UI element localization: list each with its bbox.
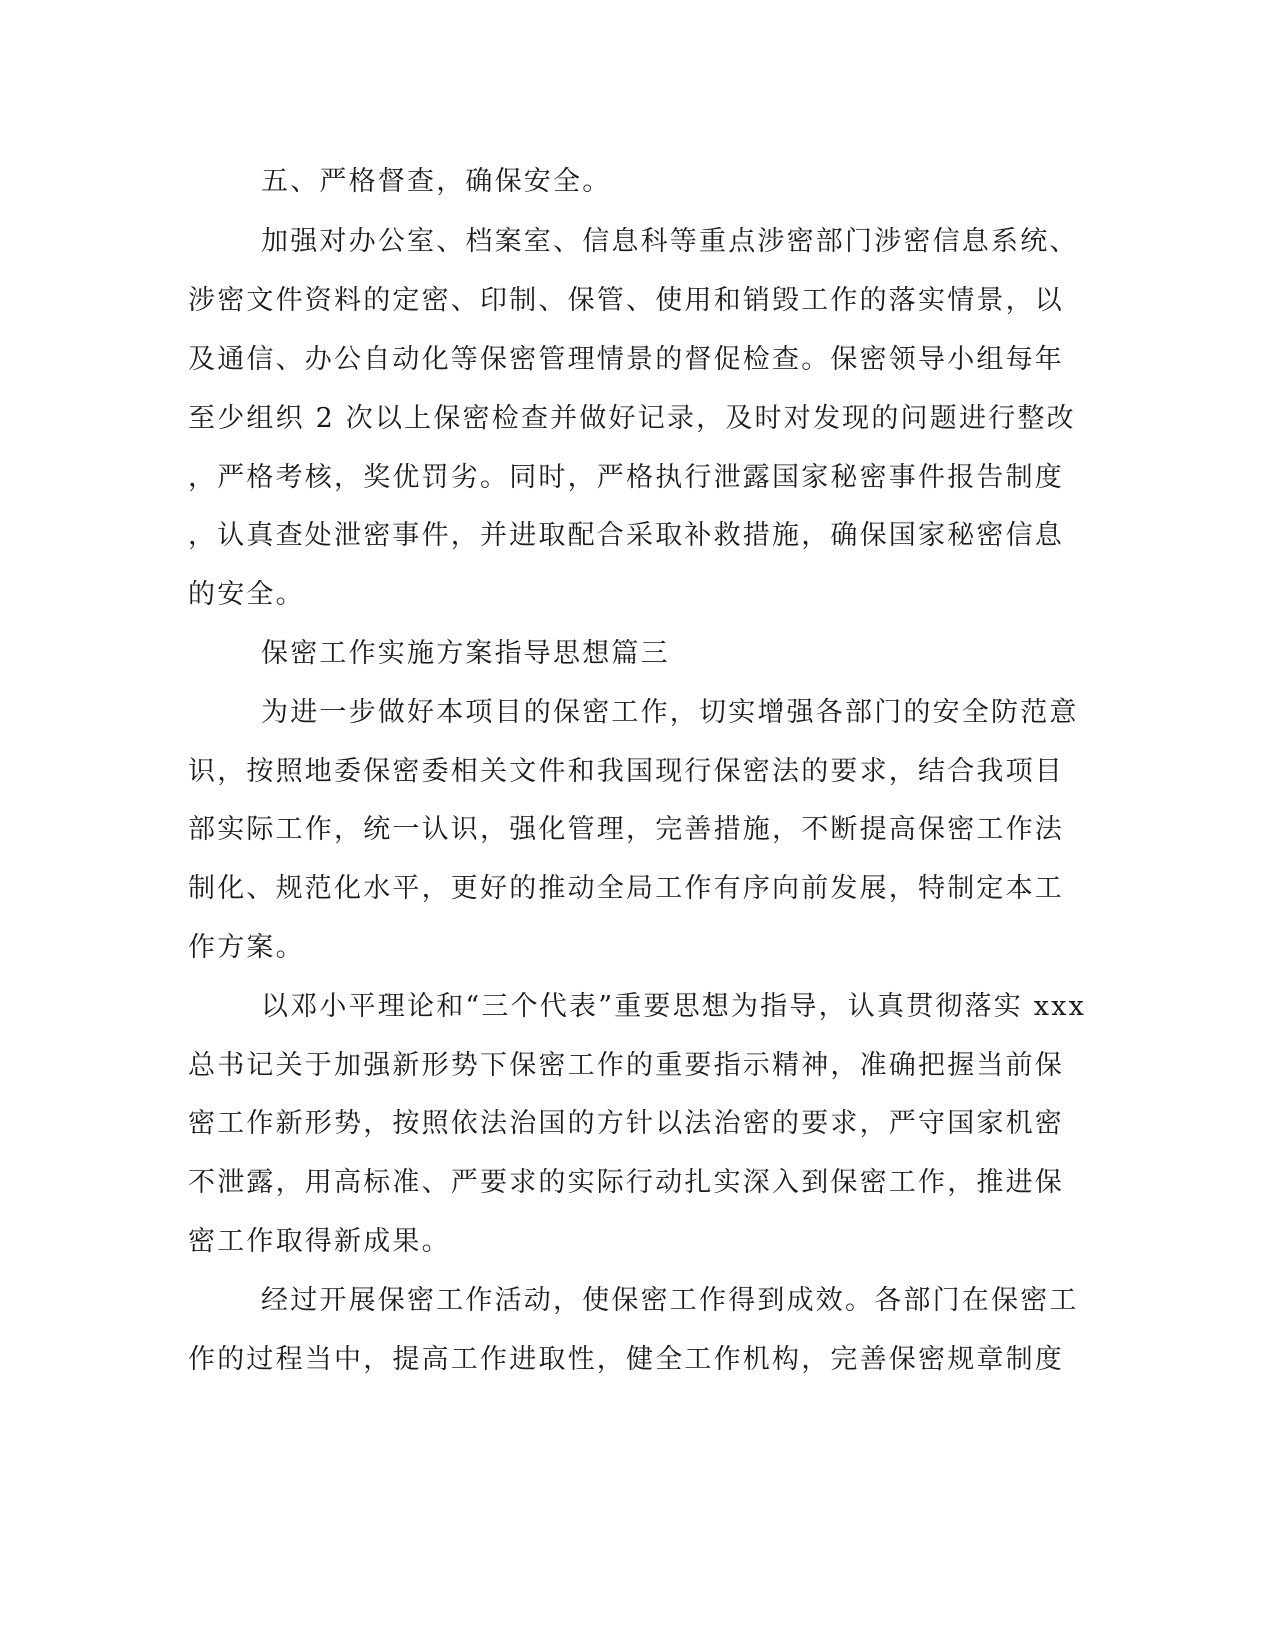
text-line: 加强对办公室、档案室、信息科等重点涉密部门涉密信息系统、 bbox=[261, 226, 1079, 257]
text-line: 不泄露，用高标准、严要求的实际行动扎实深入到保密工作，推进保 bbox=[188, 1167, 1064, 1198]
section-title: 保密工作实施方案指导思想篇三 bbox=[261, 638, 670, 669]
text-line: 及通信、办公自动化等保密管理情景的督促检查。保密领导小组每年 bbox=[188, 344, 1064, 375]
text-line: 总书记关于加强新形势下保密工作的重要指示精神，准确把握当前保 bbox=[188, 1050, 1064, 1081]
text-line: 部实际工作，统一认识，强化管理，完善措施，不断提高保密工作法 bbox=[188, 814, 1064, 845]
text-line: 以邓小平理论和“三个代表”重要思想为指导，认真贯彻落实 xxx bbox=[261, 991, 1087, 1022]
text-line: 密工作取得新成果。 bbox=[188, 1226, 451, 1257]
text-line: 制化、规范化水平，更好的推动全局工作有序向前发展，特制定本工 bbox=[188, 873, 1064, 904]
text-line: 为进一步做好本项目的保密工作，切实增强各部门的安全防范意 bbox=[261, 697, 1079, 728]
text-line: 密工作新形势，按照依法治国的方针以法治密的要求，严守国家机密 bbox=[188, 1108, 1064, 1139]
text-line: 经过开展保密工作活动，使保密工作得到成效。各部门在保密工 bbox=[261, 1285, 1079, 1316]
text-line: ，严格考核，奖优罚劣。同时，严格执行泄露国家秘密事件报告制度 bbox=[188, 462, 1064, 493]
text-line: 识，按照地委保密委相关文件和我国现行保密法的要求，结合我项目 bbox=[188, 756, 1064, 787]
text-line: 的安全。 bbox=[188, 579, 305, 610]
section-heading: 五、严格督查，确保安全。 bbox=[261, 166, 612, 197]
text-line: ，认真查处泄密事件，并进取配合采取补救措施，确保国家秘密信息 bbox=[188, 520, 1064, 551]
text-line: 涉密文件资料的定密、印制、保管、使用和销毁工作的落实情景，以 bbox=[188, 285, 1064, 316]
text-line: 至少组织 2 次以上保密检查并做好记录，及时对发现的问题进行整改 bbox=[188, 403, 1076, 434]
text-line: 作方案。 bbox=[188, 932, 305, 963]
text-line: 作的过程当中，提高工作进取性，健全工作机构，完善保密规章制度 bbox=[188, 1344, 1064, 1375]
